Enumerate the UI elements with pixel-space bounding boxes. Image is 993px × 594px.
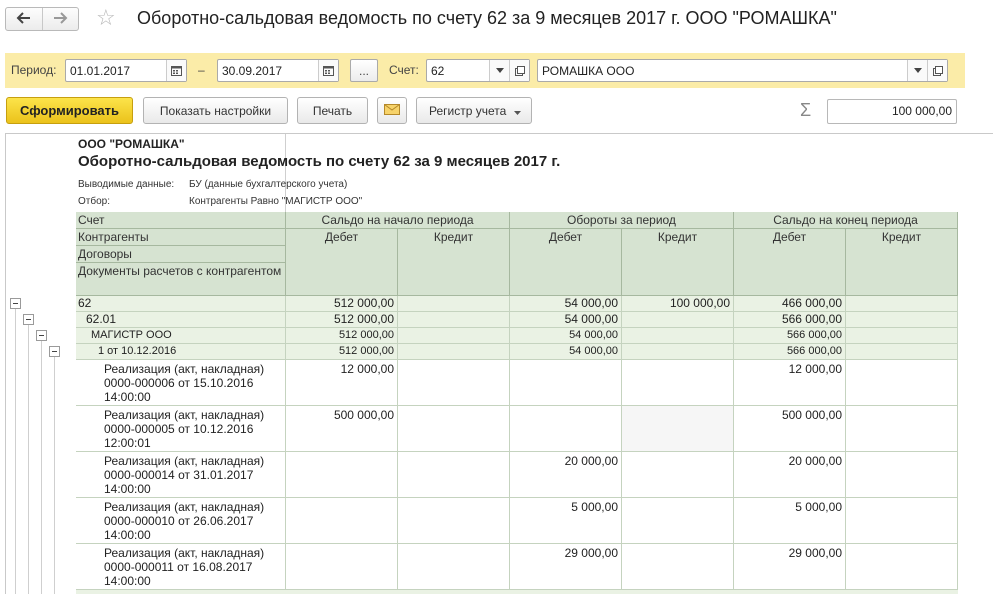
date-to-value: 30.09.2017 <box>222 63 283 78</box>
document-number: 0000-000014 от 31.01.2017 <box>104 468 254 482</box>
account-label: Счет: <box>389 63 419 77</box>
navigation-buttons <box>5 7 79 31</box>
header-closing-debit: Дебет <box>734 229 846 296</box>
turnover-credit <box>622 544 734 590</box>
table-row-partial <box>76 590 958 594</box>
turnover-debit <box>510 406 622 452</box>
document-name <box>76 498 286 544</box>
table-row[interactable] <box>76 312 958 328</box>
turnover-credit <box>622 360 734 406</box>
document-type: Реализация (акт, накладная) <box>104 500 265 514</box>
sum-icon: Σ <box>800 100 812 120</box>
report-title: Оборотно-сальдовая ведомость по счету 62 за 9 месяцев 2017 г. <box>78 153 561 170</box>
envelope-icon <box>384 104 400 118</box>
document-row[interactable] <box>76 360 958 406</box>
calendar-icon[interactable] <box>166 60 186 81</box>
closing-credit <box>846 544 958 590</box>
register-label: Регистр учета <box>429 103 507 118</box>
turnover-credit <box>622 498 734 544</box>
tree-line <box>54 356 55 594</box>
chevron-down-icon[interactable] <box>489 60 509 81</box>
turnover-debit: 54 000,00 <box>510 344 622 360</box>
open-icon[interactable] <box>509 60 529 81</box>
closing-credit <box>846 344 958 360</box>
closing-debit: 20 000,00 <box>734 452 846 498</box>
report-area[interactable] <box>5 133 993 594</box>
row-name: МАГИСТР ООО <box>76 328 286 344</box>
header-closing-credit: Кредит <box>846 229 958 296</box>
document-row[interactable] <box>76 544 958 590</box>
closing-debit: 566 000,00 <box>734 344 846 360</box>
closing-credit <box>846 406 958 452</box>
period-label: Период: <box>11 63 57 77</box>
opening-credit <box>398 328 510 344</box>
selected-cell[interactable] <box>622 406 734 452</box>
document-type: Реализация (акт, накладная) <box>104 546 265 560</box>
header-closing-balance: Сальдо на конец периода <box>734 212 958 229</box>
row-name: 62 <box>76 296 286 312</box>
output-value: БУ (данные бухгалтерского учета) <box>189 179 348 190</box>
document-time: 14:00:00 <box>104 528 151 542</box>
closing-credit <box>846 498 958 544</box>
closing-credit <box>846 360 958 406</box>
turnover-credit <box>622 344 734 360</box>
document-time: 14:00:00 <box>104 482 151 496</box>
tree-line <box>15 308 16 594</box>
turnover-credit <box>622 328 734 344</box>
output-label: Выводимые данные: <box>78 179 175 190</box>
opening-debit <box>286 544 398 590</box>
date-from-field[interactable] <box>65 59 187 82</box>
opening-debit: 12 000,00 <box>286 360 398 406</box>
open-icon[interactable] <box>927 60 947 81</box>
filter-label: Отбор: <box>78 196 110 207</box>
opening-credit <box>398 544 510 590</box>
sum-field: 100 000,00 <box>827 99 957 124</box>
document-name <box>76 360 286 406</box>
opening-debit: 512 000,00 <box>286 312 398 328</box>
opening-debit: 500 000,00 <box>286 406 398 452</box>
document-number: 0000-000005 от 10.12.2016 <box>104 422 254 436</box>
filter-panel <box>5 53 965 88</box>
send-email-button[interactable] <box>377 97 407 124</box>
opening-credit <box>398 498 510 544</box>
row-name: 1 от 10.12.2016 <box>76 344 286 360</box>
turnover-credit: 100 000,00 <box>622 296 734 312</box>
turnover-credit <box>622 452 734 498</box>
calendar-icon[interactable] <box>318 60 338 81</box>
favorite-star-icon[interactable]: ☆ <box>96 5 116 30</box>
header-account: Счет <box>76 212 286 229</box>
collapse-icon[interactable] <box>23 314 34 325</box>
opening-credit <box>398 312 510 328</box>
turnover-debit: 54 000,00 <box>510 312 622 328</box>
chevron-down-icon[interactable] <box>907 60 927 81</box>
closing-debit: 566 000,00 <box>734 312 846 328</box>
opening-debit: 512 000,00 <box>286 328 398 344</box>
table-row[interactable] <box>76 344 958 360</box>
collapse-icon[interactable] <box>49 346 60 357</box>
opening-debit: 512 000,00 <box>286 296 398 312</box>
document-name <box>76 406 286 452</box>
closing-credit <box>846 296 958 312</box>
document-type: Реализация (акт, накладная) <box>104 362 265 376</box>
document-row[interactable] <box>76 406 958 452</box>
closing-credit <box>846 452 958 498</box>
opening-credit <box>398 406 510 452</box>
header-opening-credit: Кредит <box>398 229 510 296</box>
arrow-left-icon <box>16 12 32 27</box>
closing-debit: 566 000,00 <box>734 328 846 344</box>
print-button[interactable]: Печать <box>297 97 368 124</box>
report-organization: ООО "РОМАШКА" <box>78 137 185 151</box>
document-row[interactable] <box>76 498 958 544</box>
show-settings-button[interactable]: Показать настройки <box>143 97 288 124</box>
title-bar <box>0 0 993 40</box>
header-contracts: Договоры <box>76 246 286 263</box>
organization-value: РОМАШКА ООО <box>542 63 635 78</box>
closing-credit <box>846 312 958 328</box>
date-to-field[interactable] <box>217 59 339 82</box>
document-number: 0000-000011 от 16.08.2017 <box>104 560 253 574</box>
closing-debit: 466 000,00 <box>734 296 846 312</box>
header-turnover-debit: Дебет <box>510 229 622 296</box>
tree-line <box>41 340 42 594</box>
turnover-debit: 54 000,00 <box>510 296 622 312</box>
document-time: 14:00:00 <box>104 390 151 404</box>
turnover-debit: 29 000,00 <box>510 544 622 590</box>
period-dash: – <box>198 63 205 77</box>
opening-credit <box>398 344 510 360</box>
document-row[interactable] <box>76 452 958 498</box>
forward-button[interactable] <box>42 8 79 30</box>
tree-line <box>28 324 29 594</box>
table-row[interactable] <box>76 296 958 312</box>
document-number: 0000-000010 от 26.06.2017 <box>104 514 254 528</box>
turnover-debit: 20 000,00 <box>510 452 622 498</box>
document-type: Реализация (акт, накладная) <box>104 454 265 468</box>
opening-debit: 512 000,00 <box>286 344 398 360</box>
turnover-credit <box>622 312 734 328</box>
document-time: 14:00:00 <box>104 574 151 588</box>
generate-button[interactable]: Сформировать <box>6 97 133 124</box>
header-turnover: Обороты за период <box>510 212 734 229</box>
header-opening-debit: Дебет <box>286 229 398 296</box>
turnover-debit: 5 000,00 <box>510 498 622 544</box>
document-name <box>76 452 286 498</box>
document-number: 0000-000006 от 15.10.2016 <box>104 376 254 390</box>
closing-credit <box>846 328 958 344</box>
back-button[interactable] <box>6 8 42 30</box>
header-documents: Документы расчетов с контрагентом <box>76 263 286 296</box>
page-title: Оборотно-сальдовая ведомость по счету 62 за 9 месяцев 2017 г. ООО "РОМАШКА" <box>137 8 837 28</box>
document-type: Реализация (акт, накладная) <box>104 408 265 422</box>
document-time: 12:00:01 <box>104 436 151 450</box>
closing-debit: 500 000,00 <box>734 406 846 452</box>
organization-field[interactable] <box>537 59 948 82</box>
collapse-icon[interactable] <box>36 330 47 341</box>
select-period-button[interactable]: ... <box>350 59 378 82</box>
arrow-right-icon <box>52 12 68 27</box>
opening-credit <box>398 452 510 498</box>
register-dropdown-button[interactable] <box>416 97 532 124</box>
closing-debit: 12 000,00 <box>734 360 846 406</box>
header-opening-balance: Сальдо на начало периода <box>286 212 510 229</box>
header-contractors: Контрагенты <box>76 229 286 246</box>
document-name <box>76 544 286 590</box>
header-turnover-credit: Кредит <box>622 229 734 296</box>
date-from-value: 01.01.2017 <box>70 63 131 78</box>
filter-value: Контрагенты Равно "МАГИСТР ООО" <box>189 196 363 207</box>
row-name: 62.01 <box>76 312 286 328</box>
opening-debit <box>286 498 398 544</box>
opening-credit <box>398 360 510 406</box>
closing-debit: 5 000,00 <box>734 498 846 544</box>
opening-credit <box>398 296 510 312</box>
collapse-icon[interactable] <box>10 298 21 309</box>
chevron-down-icon <box>514 104 521 118</box>
account-value: 62 <box>431 63 445 78</box>
account-field[interactable] <box>426 59 530 82</box>
closing-debit: 29 000,00 <box>734 544 846 590</box>
turnover-debit <box>510 360 622 406</box>
turnover-debit: 54 000,00 <box>510 328 622 344</box>
table-row[interactable] <box>76 328 958 344</box>
opening-debit <box>286 452 398 498</box>
